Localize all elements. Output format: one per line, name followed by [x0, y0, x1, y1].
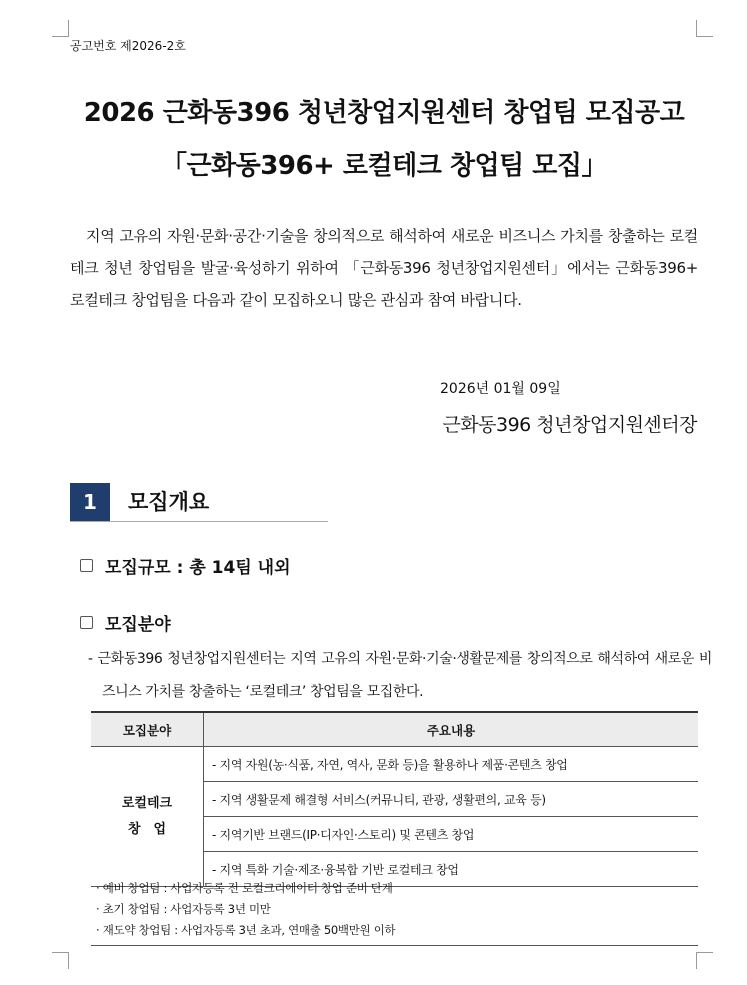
announcement-date: 2026년 01월 09일: [440, 381, 561, 397]
note-item: · 재도약 창업팀 : 사업자등록 3년 초과, 연매출 50백만원 이하: [96, 923, 396, 937]
table-notes: [96, 878, 395, 941]
recruit-scale-item: [80, 553, 291, 578]
section-number-badge: 1: [70, 483, 110, 521]
recruit-field-item: [80, 610, 171, 635]
checkbox-square-icon: [80, 616, 93, 629]
page-corner-mark: [52, 952, 69, 969]
table-cell: - 지역 생활문제 해결형 서비스(커뮤니티, 관광, 생활편의, 교육 등): [204, 782, 699, 817]
table-cell: - 지역 특화 기술·제조·융복합 기반 로컬테크 창업: [204, 852, 699, 887]
intro-paragraph: 지역 고유의 자원·문화·공간·기술을 창의적으로 해석하여 새로운 비즈니스 가치를 창출하는 로컬테크 청년 창업팀을 발굴·육성하기 위하여 「근화동396 청년창업지원센터」에서는 근화동396+ 로컬테크 창업팀을 다음과 같이 모집하오니 많은 관심과 참여 바랍니다.: [70, 227, 698, 309]
notice-number: 공고번호 제2026-2호: [70, 39, 186, 53]
table-row: [91, 747, 698, 782]
section-title: 모집개요: [128, 490, 210, 514]
recruit-field-description: - 근화동396 청년창업지원센터는 지역 고유의 자원·문화·기술·생활문제를 창의적으로 해석하여 새로운 비즈니스 가치를 창출하는 ‘로컬테크’ 창업팀을 모집한다.: [88, 651, 712, 700]
recruit-field-table: [91, 711, 698, 887]
page-corner-mark: [696, 20, 713, 37]
note-item: · 초기 창업팀 : 사업자등록 3년 미만: [96, 902, 271, 916]
document-subtitle: 「근화동396+ 로컬테크 창업팀 모집」: [160, 151, 608, 181]
document-title: 2026 근화동396 청년창업지원센터 창업팀 모집공고: [83, 98, 685, 128]
page-corner-mark: [52, 20, 69, 37]
issuing-organization: 근화동396 청년창업지원센터장: [442, 414, 697, 436]
checkbox-square-icon: [80, 559, 93, 572]
table-header-row: [91, 712, 698, 747]
category-label: 창 업: [127, 821, 167, 837]
table-cell: - 지역 자원(농·식품, 자연, 역사, 문화 등)을 활용하나 제품·콘텐츠 창업: [204, 747, 699, 782]
category-label: 로컬테크: [121, 795, 173, 811]
recruit-scale-label: 모집규모 : 총 14팀 내외: [105, 558, 291, 578]
notes-bottom-rule: [91, 945, 698, 946]
recruit-field-label: 모집분야: [105, 615, 171, 635]
table-cell: - 지역기반 브랜드(IP·디자인·스토리) 및 콘텐츠 창업: [204, 817, 699, 852]
page-corner-mark: [696, 952, 713, 969]
table-header-cell: 주요내용: [204, 712, 699, 747]
category-cell: [91, 747, 204, 887]
note-item: · 예비 창업팀 : 사업자등록 전 로컬크리에이터 창업 준비 단계: [96, 881, 393, 895]
table-header-cell: 모집분야: [91, 712, 204, 747]
section-heading: [70, 483, 328, 522]
